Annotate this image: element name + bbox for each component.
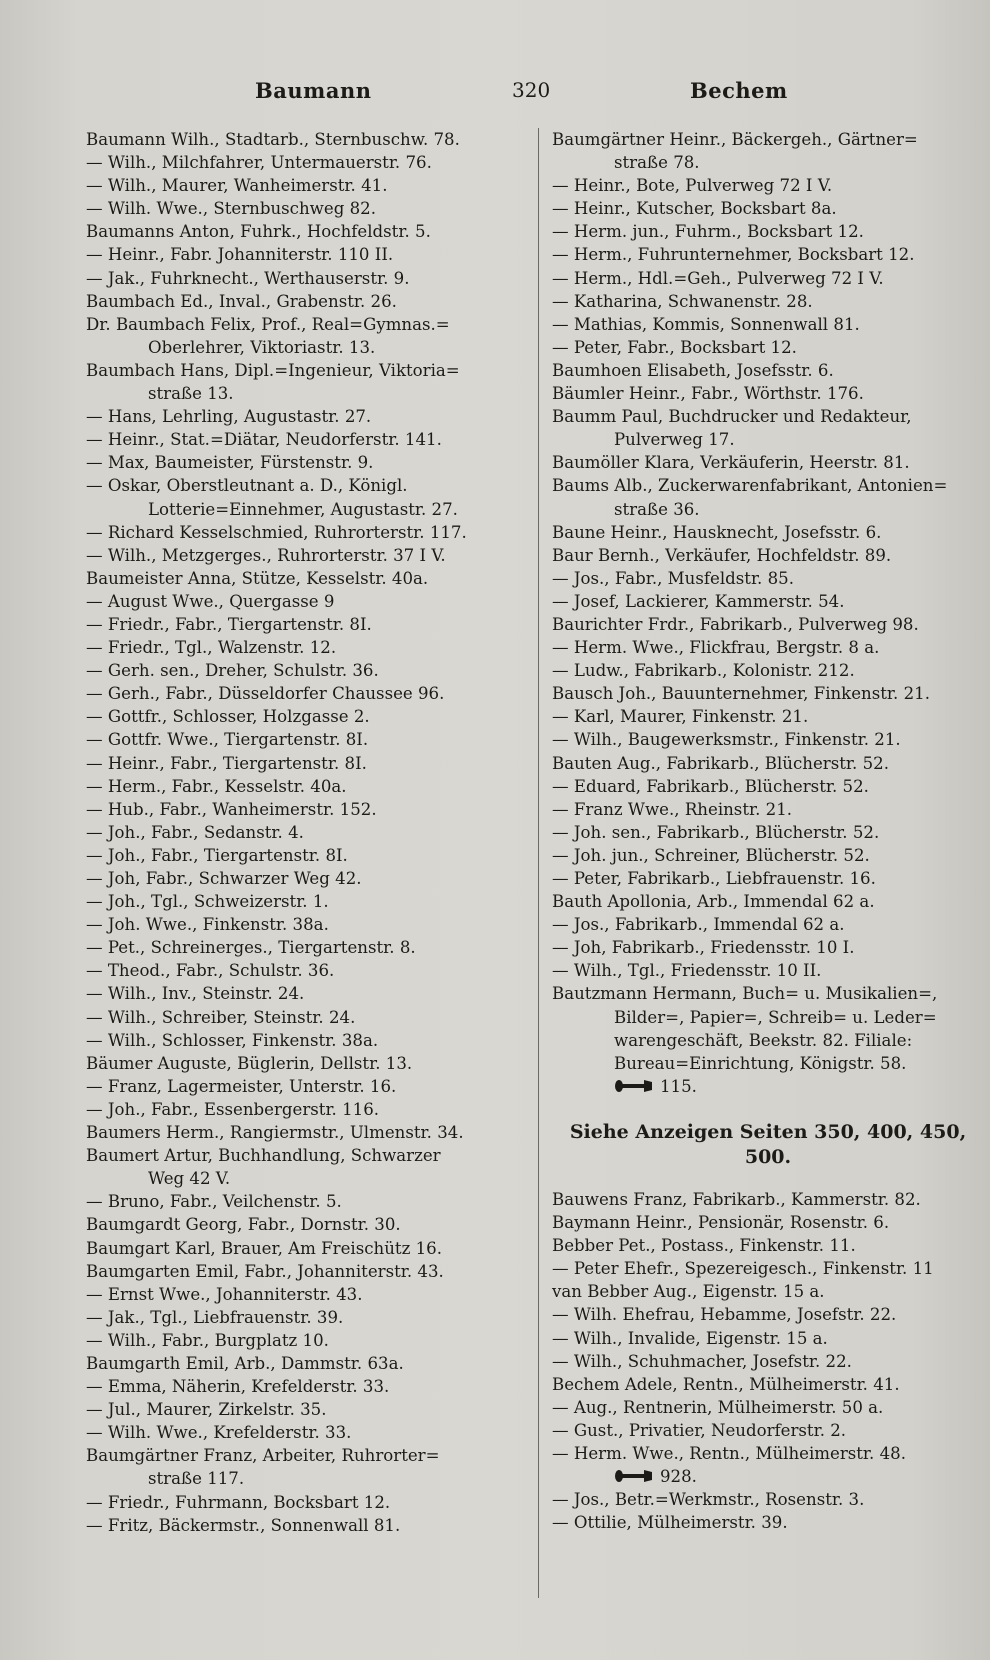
bautzmann-phone-number: 115. [660, 1076, 697, 1096]
directory-entry-line: — Herm. Wwe., Rentn., Mülheimerstr. 48. [552, 1443, 906, 1463]
bechem-phone-line [552, 1465, 984, 1488]
directory-entry-line: — Wilh. Wwe., Krefelderstr. 33. [86, 1423, 352, 1443]
directory-entry-line: Baune Heinr., Hausknecht, Josefsstr. 6. [552, 522, 882, 542]
directory-entry-line: Baumanns Anton, Fuhrk., Hochfeldstr. 5. [86, 222, 431, 242]
telephone-icon [614, 1469, 654, 1483]
directory-entry-line: Baumbach Ed., Inval., Grabenstr. 26. [86, 291, 397, 311]
directory-entry-line: — Gottfr. Wwe., Tiergartenstr. 8I. [86, 730, 369, 750]
directory-entry-line: Baumm Paul, Buchdrucker und Redakteur, [552, 407, 912, 427]
directory-entry-line: Baumgarth Emil, Arb., Dammstr. 63a. [86, 1353, 404, 1373]
directory-entry-line: Bilder=, Papier=, Schreib= u. Leder= [614, 1007, 937, 1027]
directory-entry-line: — Herm., Hdl.=Geh., Pulverweg 72 I V. [552, 268, 884, 288]
directory-entry-line: — Friedr., Tgl., Walzenstr. 12. [86, 638, 337, 658]
directory-entry-line: — Eduard, Fabrikarb., Blücherstr. 52. [552, 776, 869, 796]
directory-entry-line: Bureau=Einrichtung, Königstr. 58. [614, 1053, 907, 1073]
directory-entry-line: straße 117. [148, 1469, 245, 1489]
directory-entry-line: — Fritz, Bäckermstr., Sonnenwall 81. [86, 1515, 401, 1535]
directory-entry-line: — Gottfr., Schlosser, Holzgasse 2. [86, 707, 370, 727]
directory-entry-line: Baums Alb., Zuckerwarenfabrikant, Antonien= [552, 476, 948, 496]
directory-entry-line: Baumeister Anna, Stütze, Kesselstr. 40a. [86, 568, 429, 588]
directory-entry-line: Baymann Heinr., Pensionär, Rosenstr. 6. [552, 1213, 890, 1233]
directory-entry-line: Bauwens Franz, Fabrikarb., Kammerstr. 82. [552, 1189, 921, 1209]
directory-entry-line: — Katharina, Schwanenstr. 28. [552, 291, 813, 311]
directory-entry-line: — August Wwe., Quergasse 9 [86, 591, 335, 611]
directory-entry-line: — Heinr., Fabr. Johanniterstr. 110 II. [86, 245, 394, 265]
directory-entry-line: — Wilh., Invalide, Eigenstr. 15 a. [552, 1328, 828, 1348]
directory-entry-line: Lotterie=Einnehmer, Augustastr. 27. [148, 499, 458, 519]
right-column-entries-bottom [552, 1188, 984, 1465]
right-column-entries-top [552, 128, 984, 982]
directory-entry-line: Baumgärtner Heinr., Bäckergeh., Gärtner= [552, 130, 918, 149]
directory-entry-line: — Jos., Fabr., Musfeldstr. 85. [552, 568, 795, 588]
directory-entry-line: — Wilh., Fabr., Burgplatz 10. [86, 1330, 329, 1350]
directory-entry-line: — Wilh., Schreiber, Steinstr. 24. [86, 1007, 356, 1027]
directory-entry-line: Bäumler Heinr., Fabr., Wörthstr. 176. [552, 384, 864, 404]
directory-entry-line: — Franz Wwe., Rheinstr. 21. [552, 799, 793, 819]
directory-entry-line: Bechem Adele, Rentn., Mülheimerstr. 41. [552, 1374, 900, 1394]
directory-entry-line: — Joh. jun., Schreiner, Blücherstr. 52. [552, 845, 870, 865]
page-header [0, 78, 990, 106]
directory-entry-line: — Bruno, Fabr., Veilchenstr. 5. [86, 1192, 342, 1212]
directory-entry-line: — Peter, Fabr., Bocksbart 12. [552, 337, 797, 357]
directory-entry-line: — Wilh., Schlosser, Finkenstr. 38a. [86, 1030, 379, 1050]
header-right-title: Bechem [690, 78, 788, 103]
directory-entry-line: Baurichter Frdr., Fabrikarb., Pulverweg 98. [552, 614, 919, 634]
directory-entry-line: Baumgarten Emil, Fabr., Johanniterstr. 43. [86, 1261, 444, 1281]
directory-entry-line: — Herm. Wwe., Flickfrau, Bergstr. 8 a. [552, 638, 880, 658]
column-divider [538, 128, 539, 1598]
directory-entry-line: — Max, Baumeister, Fürstenstr. 9. [86, 453, 374, 473]
directory-entry-line: — Hub., Fabr., Wanheimerstr. 152. [86, 799, 377, 819]
directory-entry-line: — Herm. jun., Fuhrm., Bocksbart 12. [552, 222, 864, 242]
directory-entry-line: — Peter Ehefr., Spezereigesch., Finkenstr. 11 [552, 1259, 934, 1279]
directory-entry-line: Bäumer Auguste, Büglerin, Dellstr. 13. [86, 1053, 413, 1073]
directory-entry-line: straße 13. [148, 384, 234, 404]
directory-entry-line: — Joh., Fabr., Essenbergerstr. 116. [86, 1099, 380, 1119]
telephone-icon [614, 1079, 654, 1093]
directory-entry-line: — Heinr., Stat.=Diätar, Neudorferstr. 141. [86, 430, 442, 450]
page-number: 320 [512, 78, 551, 102]
directory-entry-line: Weg 42 V. [148, 1169, 231, 1189]
right-column-entries-end [552, 1488, 984, 1534]
directory-entry-line: — Gust., Privatier, Neudorferstr. 2. [552, 1420, 847, 1440]
directory-entry-line: — Jul., Maurer, Zirkelstr. 35. [86, 1400, 327, 1420]
directory-entry-line: — Heinr., Fabr., Tiergartenstr. 8I. [86, 753, 367, 773]
directory-entry-line: Baumann Wilh., Stadtarb., Sternbuschw. 78. [86, 130, 460, 149]
directory-entry-line: — Joh, Fabrikarb., Friedensstr. 10 I. [552, 938, 855, 958]
directory-entry-line: — Richard Kesselschmied, Ruhrorterstr. 117. [86, 522, 467, 542]
directory-entry-line: Baumers Herm., Rangiermstr., Ulmenstr. 34. [86, 1123, 464, 1143]
directory-entry-line: — Wilh., Schuhmacher, Josefstr. 22. [552, 1351, 852, 1371]
bautzmann-entry [552, 982, 984, 1074]
directory-entry-line: Baumgart Karl, Brauer, Am Freischütz 16. [86, 1238, 442, 1258]
directory-entry-line: — Ludw., Fabrikarb., Kolonistr. 212. [552, 661, 855, 681]
directory-entry-line: — Wilh., Metzgerges., Ruhrorterstr. 37 I V. [86, 545, 446, 565]
directory-entry-line: — Heinr., Kutscher, Bocksbart 8a. [552, 199, 837, 219]
directory-entry-line: Baumgardt Georg, Fabr., Dornstr. 30. [86, 1215, 401, 1235]
directory-entry-line: Bauth Apollonia, Arb., Immendal 62 a. [552, 892, 875, 912]
directory-entry-line: — Hans, Lehrling, Augustastr. 27. [86, 407, 372, 427]
directory-entry-line: — Wilh., Tgl., Friedensstr. 10 II. [552, 961, 822, 981]
directory-entry-line: Dr. Baumbach Felix, Prof., Real=Gymnas.= [86, 314, 450, 334]
header-left-title: Baumann [255, 78, 372, 103]
directory-entry-line: — Joh. sen., Fabrikarb., Blücherstr. 52. [552, 822, 880, 842]
directory-entry-line: Baumgärtner Franz, Arbeiter, Ruhrorter= [86, 1446, 440, 1466]
directory-entry-line: Baumert Artur, Buchhandlung, Schwarzer [86, 1146, 441, 1166]
directory-entry-line: Baumöller Klara, Verkäuferin, Heerstr. 81. [552, 453, 910, 473]
directory-entry-line: — Gerh., Fabr., Düsseldorfer Chaussee 96. [86, 684, 445, 704]
directory-entry-line: — Joh., Fabr., Sedanstr. 4. [86, 822, 304, 842]
directory-entry-line: — Joh., Tgl., Schweizerstr. 1. [86, 892, 329, 912]
directory-entry-line: — Herm., Fabr., Kesselstr. 40a. [86, 776, 347, 796]
directory-entry-line: — Friedr., Fuhrmann, Bocksbart 12. [86, 1492, 391, 1512]
directory-entry-line: straße 78. [614, 153, 700, 173]
directory-entry-line: — Theod., Fabr., Schulstr. 36. [86, 961, 335, 981]
directory-entry-line: — Wilh. Ehefrau, Hebamme, Josefstr. 22. [552, 1305, 897, 1325]
directory-entry-line: — Herm., Fuhrunternehmer, Bocksbart 12. [552, 245, 915, 265]
directory-entry-line: — Joh., Fabr., Tiergartenstr. 8I. [86, 845, 348, 865]
directory-entry-line: straße 36. [614, 499, 700, 519]
directory-entry-line: — Wilh., Inv., Steinstr. 24. [86, 984, 305, 1004]
directory-entry-line: — Gerh. sen., Dreher, Schulstr. 36. [86, 661, 379, 681]
directory-entry-line: — Mathias, Kommis, Sonnenwall 81. [552, 314, 860, 334]
directory-entry-line: Baumbach Hans, Dipl.=Ingenieur, Viktoria= [86, 360, 460, 380]
directory-entry-line: — Josef, Lackierer, Kammerstr. 54. [552, 591, 845, 611]
directory-entry-line: — Joh. Wwe., Finkenstr. 38a. [86, 915, 329, 935]
directory-entry-line: — Jos., Fabrikarb., Immendal 62 a. [552, 915, 845, 935]
directory-entry-line: Bebber Pet., Postass., Finkenstr. 11. [552, 1236, 856, 1256]
directory-entry-line: — Pet., Schreinerges., Tiergartenstr. 8. [86, 938, 416, 958]
directory-entry-line: — Peter, Fabrikarb., Liebfrauenstr. 16. [552, 869, 876, 888]
directory-entry-line: Bausch Joh., Bauunternehmer, Finkenstr. 21. [552, 684, 930, 704]
bautzmann-phone-line [552, 1075, 984, 1098]
directory-entry-line: — Wilh., Milchfahrer, Untermauerstr. 76. [86, 153, 432, 173]
directory-entry-line: — Wilh. Wwe., Sternbuschweg 82. [86, 199, 376, 219]
directory-entry-line: — Heinr., Bote, Pulverweg 72 I V. [552, 176, 833, 196]
left-column [86, 128, 526, 1537]
directory-entry-line: — Jos., Betr.=Werkmstr., Rosenstr. 3. [552, 1490, 865, 1510]
right-column [552, 128, 984, 1534]
directory-entry-line: — Aug., Rentnerin, Mülheimerstr. 50 a. [552, 1397, 884, 1417]
directory-entry-line: — Oskar, Oberstleutnant a. D., Königl. [86, 476, 408, 496]
directory-entry-line: — Karl, Maurer, Finkenstr. 21. [552, 707, 809, 727]
directory-entry-line: Bautzmann Hermann, Buch= u. Musikalien=, [552, 984, 938, 1004]
directory-entry-line: Baumhoen Elisabeth, Josefsstr. 6. [552, 360, 834, 380]
advertisement-notice: Siehe Anzeigen Seiten 350, 400, 450, 500. [569, 1120, 967, 1168]
directory-entry-line: — Emma, Näherin, Krefelderstr. 33. [86, 1377, 390, 1397]
directory-entry-line: — Ottilie, Mülheimerstr. 39. [552, 1513, 788, 1533]
bechem-phone-number: 928. [660, 1467, 697, 1487]
directory-entry-line: van Bebber Aug., Eigenstr. 15 a. [552, 1282, 825, 1302]
directory-entry-line: — Jak., Fuhrknecht., Werthauserstr. 9. [86, 268, 410, 288]
directory-entry-line: — Ernst Wwe., Johanniterstr. 43. [86, 1284, 363, 1304]
directory-entry-line: Baur Bernh., Verkäufer, Hochfeldstr. 89. [552, 545, 892, 565]
directory-entry-line: warengeschäft, Beekstr. 82. Filiale: [614, 1030, 913, 1050]
directory-entry-line: — Friedr., Fabr., Tiergartenstr. 8I. [86, 614, 372, 634]
directory-entry-line: — Joh, Fabr., Schwarzer Weg 42. [86, 869, 362, 888]
directory-entry-line: — Wilh., Maurer, Wanheimerstr. 41. [86, 176, 388, 196]
directory-entry-line: — Wilh., Baugewerksmstr., Finkenstr. 21. [552, 730, 901, 750]
directory-entry-line: Pulverweg 17. [614, 430, 735, 450]
directory-entry-line: Bauten Aug., Fabrikarb., Blücherstr. 52. [552, 753, 889, 773]
directory-entry-line: — Franz, Lagermeister, Unterstr. 16. [86, 1076, 397, 1096]
directory-entry-line: Oberlehrer, Viktoriastr. 13. [148, 337, 376, 357]
directory-entry-line: — Jak., Tgl., Liebfrauenstr. 39. [86, 1307, 344, 1327]
